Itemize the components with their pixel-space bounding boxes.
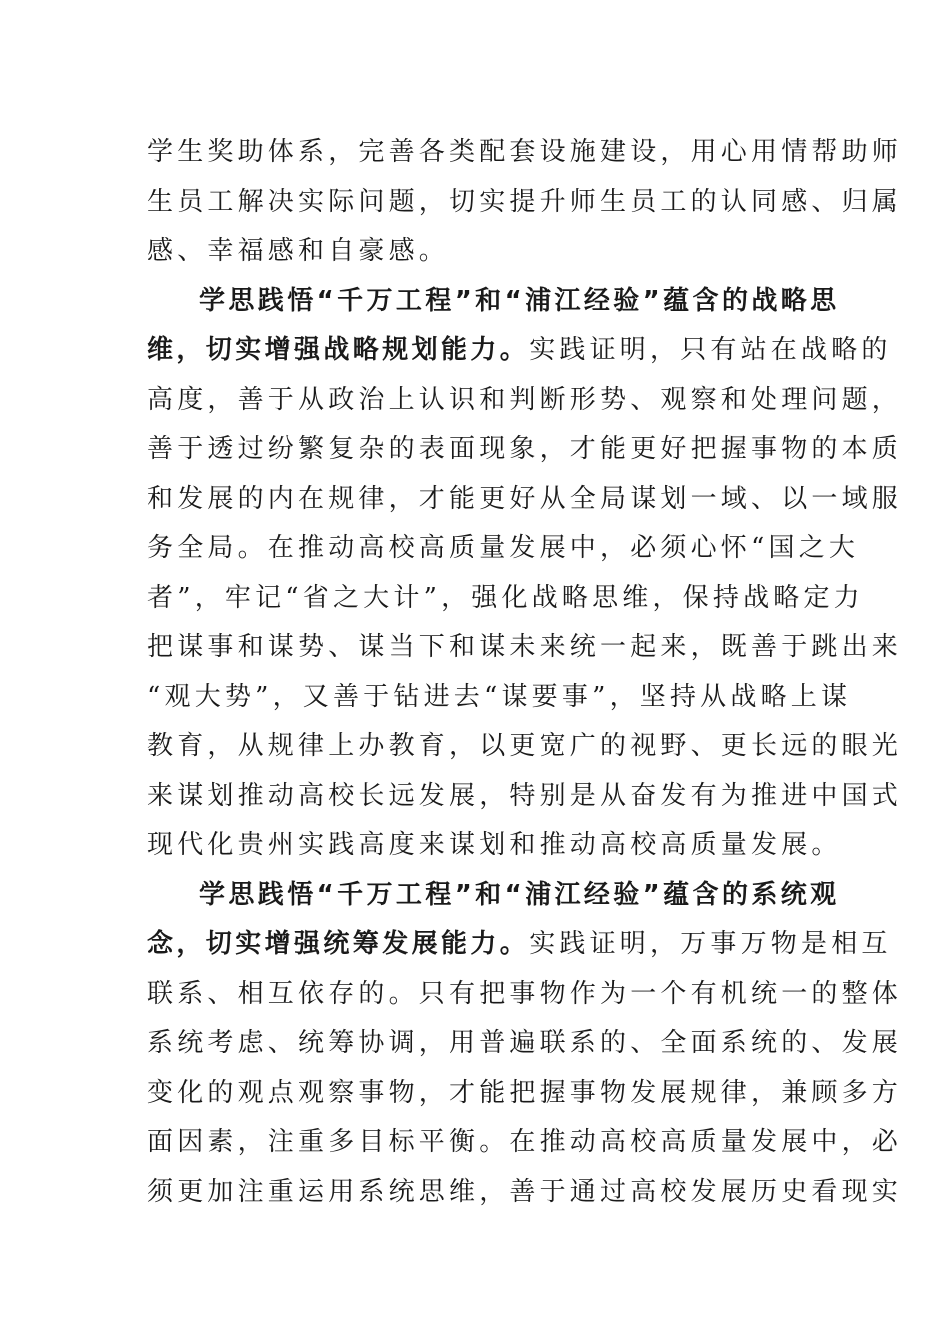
document-body — [147, 128, 903, 1217]
paragraph-line: 高度，善于从政治上认识和判断形势、观察和处理问题， — [147, 384, 903, 415]
paragraph-line: 面因素，注重多目标平衡。在推动高校高质量发展中，必 — [147, 1127, 903, 1157]
paragraph-line: 来谋划推动高校长远发展，特别是从奋发有为推进中国式 — [147, 780, 903, 811]
section-heading: 学思践悟“千万工程”和“浦江经验”蕴含的系统观 — [199, 879, 840, 910]
section-heading-end: 念，切实增强统筹发展能力。 — [147, 929, 530, 959]
paragraph-line: 变化的观点观察事物，才能把握事物发展规律，兼顾多方 — [147, 1077, 903, 1108]
paragraph-text: 实践证明，万事万物是相互 — [529, 929, 892, 959]
paragraph-line: 现代化贵州实践高度来谋划和推动高校高质量发展。 — [147, 830, 842, 860]
paragraph-line: “观大势”，又善于钻进去“谋要事”，坚持从战略上谋 — [147, 681, 852, 712]
paragraph-line: 感、幸福感和自豪感。 — [147, 236, 450, 266]
paragraph-line: 系统考虑、统筹协调，用普遍联系的、全面系统的、发展 — [147, 1028, 903, 1058]
paragraph-line — [147, 920, 892, 970]
paragraph-line: 把谋事和谋势、谋当下和谋未来统一起来，既善于跳出来 — [147, 632, 903, 662]
paragraph-line: 者”，牢记“省之大计”，强化战略思维，保持战略定力 — [147, 582, 864, 613]
paragraph-line: 学生奖助体系，完善各类配套设施建设，用心用情帮助师 — [147, 137, 903, 167]
paragraph-line — [147, 326, 892, 376]
paragraph-line: 教育，从规律上办教育，以更宽广的视野、更长远的眼光 — [147, 731, 903, 761]
paragraph-line: 和发展的内在规律，才能更好从全局谋划一域、以一域服 — [147, 483, 903, 514]
paragraph-line: 务全局。在推动高校高质量发展中，必须心怀“国之大 — [147, 533, 860, 563]
paragraph-text: 实践证明，只有站在战略的 — [529, 335, 892, 365]
paragraph-line: 联系、相互依存的。只有把事物作为一个有机统一的整体 — [147, 978, 903, 1009]
paragraph-line: 善于透过纷繁复杂的表面现象，才能更好把握事物的本质 — [147, 434, 903, 464]
paragraph-line: 须更加注重运用系统思维，善于通过高校发展历史看现实 — [147, 1176, 903, 1207]
section-heading: 学思践悟“千万工程”和“浦江经验”蕴含的战略思 — [199, 285, 840, 316]
paragraph-line: 生员工解决实际问题，切实提升师生员工的认同感、归属 — [147, 186, 903, 217]
section-heading-end: 维，切实增强战略规划能力。 — [147, 335, 530, 365]
